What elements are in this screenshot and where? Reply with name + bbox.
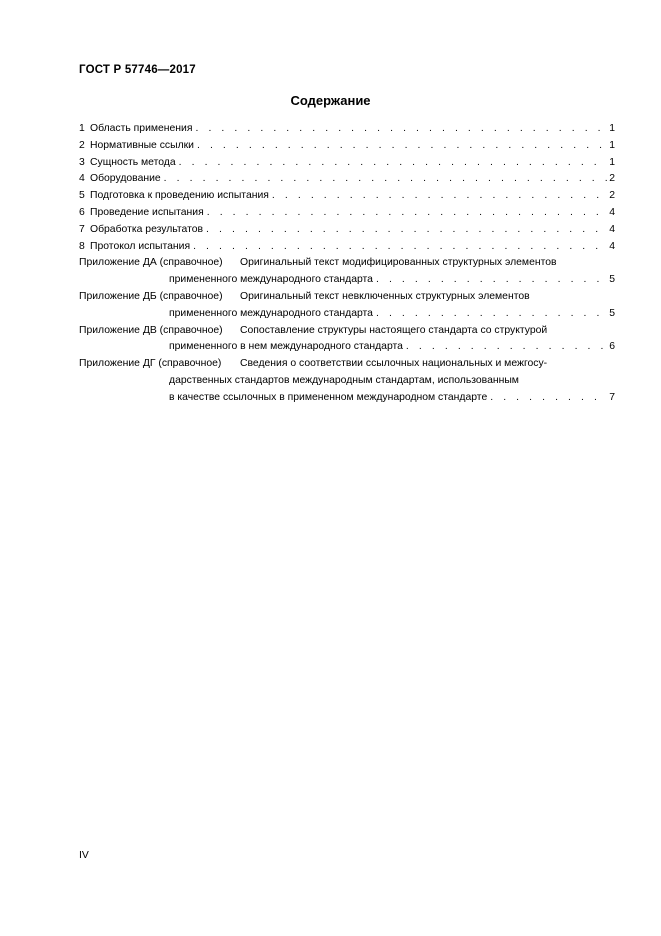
toc-entry-page: 1	[609, 123, 615, 134]
toc-entry-page: 2	[609, 173, 615, 185]
dot-leader	[490, 390, 607, 407]
toc-entry-label: Область применения	[90, 123, 193, 134]
toc-entry-label: Оборудование	[90, 173, 161, 185]
appendix-title-line: примененного международного стандарта	[169, 274, 373, 286]
toc-entry-page: 1	[609, 156, 615, 168]
toc-appendix-db[interactable]	[79, 289, 615, 323]
dot-leader	[376, 306, 607, 323]
appendix-title-line: в качестве ссылочных в примененном международном стандарте	[169, 391, 488, 403]
dot-leader	[195, 121, 607, 138]
toc-entry-label: Проведение испытания	[90, 206, 204, 218]
appendix-title-line: Сведения о соответствии ссылочных национальных и межгосу-	[240, 358, 548, 370]
appendix-label: Приложение ДБ (справочное)	[79, 290, 223, 302]
toc-entry-8[interactable]	[79, 239, 615, 256]
dot-leader	[164, 171, 608, 188]
toc-entry-7[interactable]	[79, 222, 615, 239]
toc-entry-label: Нормативные ссылки	[90, 139, 194, 151]
toc-entry-3[interactable]	[79, 155, 615, 172]
dot-leader	[207, 205, 608, 222]
page-title: Содержание	[290, 93, 371, 108]
toc-entry-page: 5	[609, 307, 615, 319]
appendix-title-line: Оригинальный текст невключенных структурных элементов	[240, 290, 530, 302]
toc-appendix-da[interactable]	[79, 255, 615, 289]
toc-entry-page: 4	[609, 206, 615, 218]
toc-entry-1[interactable]	[79, 121, 615, 138]
toc-appendix-dv[interactable]	[79, 323, 615, 357]
toc-entry-number: 4	[79, 173, 85, 185]
toc-entry-4[interactable]	[79, 171, 615, 188]
toc-entry-5[interactable]	[79, 188, 615, 205]
toc-entry-number: 2	[79, 139, 85, 151]
toc-entry-label: Обработка результатов	[90, 223, 204, 235]
toc-entry-label: Протокол испытания	[90, 240, 191, 252]
toc-entry-page: 4	[609, 223, 615, 235]
toc-entry-number: 8	[79, 240, 85, 252]
toc-entry-page: 5	[609, 274, 615, 286]
appendix-title-line: примененного международного стандарта	[169, 307, 373, 319]
toc-entry-page: 4	[609, 240, 615, 252]
toc-entry-page: 7	[609, 391, 615, 403]
appendix-title-line: Оригинальный текст модифицированных структурных элементов	[240, 257, 557, 269]
dot-leader	[197, 138, 607, 155]
appendix-title-line: примененного в нем международного стандарта	[169, 341, 403, 353]
toc-entry-label: Подготовка к проведению испытания	[90, 190, 269, 202]
toc-entry-number: 3	[79, 156, 85, 168]
toc-entry-page: 6	[609, 341, 615, 353]
toc-entry-label: Сущность метода	[90, 156, 176, 168]
appendix-label: Приложение ДА (справочное)	[79, 257, 223, 269]
dot-leader	[376, 272, 607, 289]
toc-entry-number: 1	[79, 123, 85, 134]
dot-leader	[406, 339, 607, 356]
appendix-title-line: дарственных стандартов международным стандартам, использованным	[169, 374, 519, 386]
toc-entry-6[interactable]	[79, 205, 615, 222]
dot-leader	[193, 239, 607, 256]
toc-appendix-dg[interactable]	[79, 356, 615, 406]
dot-leader	[179, 155, 608, 172]
toc-entry-page: 2	[609, 190, 615, 202]
table-of-contents	[79, 121, 615, 407]
page-number: IV	[79, 850, 89, 861]
toc-entry-number: 5	[79, 190, 85, 202]
document-header: ГОСТ Р 57746—2017	[79, 64, 196, 76]
appendix-label: Приложение ДВ (справочное)	[79, 324, 223, 336]
toc-entry-number: 7	[79, 223, 85, 235]
toc-entry-page: 1	[609, 139, 615, 151]
appendix-label: Приложение ДГ (справочное)	[79, 358, 222, 370]
toc-entry-2[interactable]	[79, 138, 615, 155]
dot-leader	[272, 188, 607, 205]
dot-leader	[206, 222, 607, 239]
appendix-title-line: Сопоставление структуры настоящего стандарта со структурой	[240, 324, 548, 336]
toc-entry-number: 6	[79, 206, 85, 218]
